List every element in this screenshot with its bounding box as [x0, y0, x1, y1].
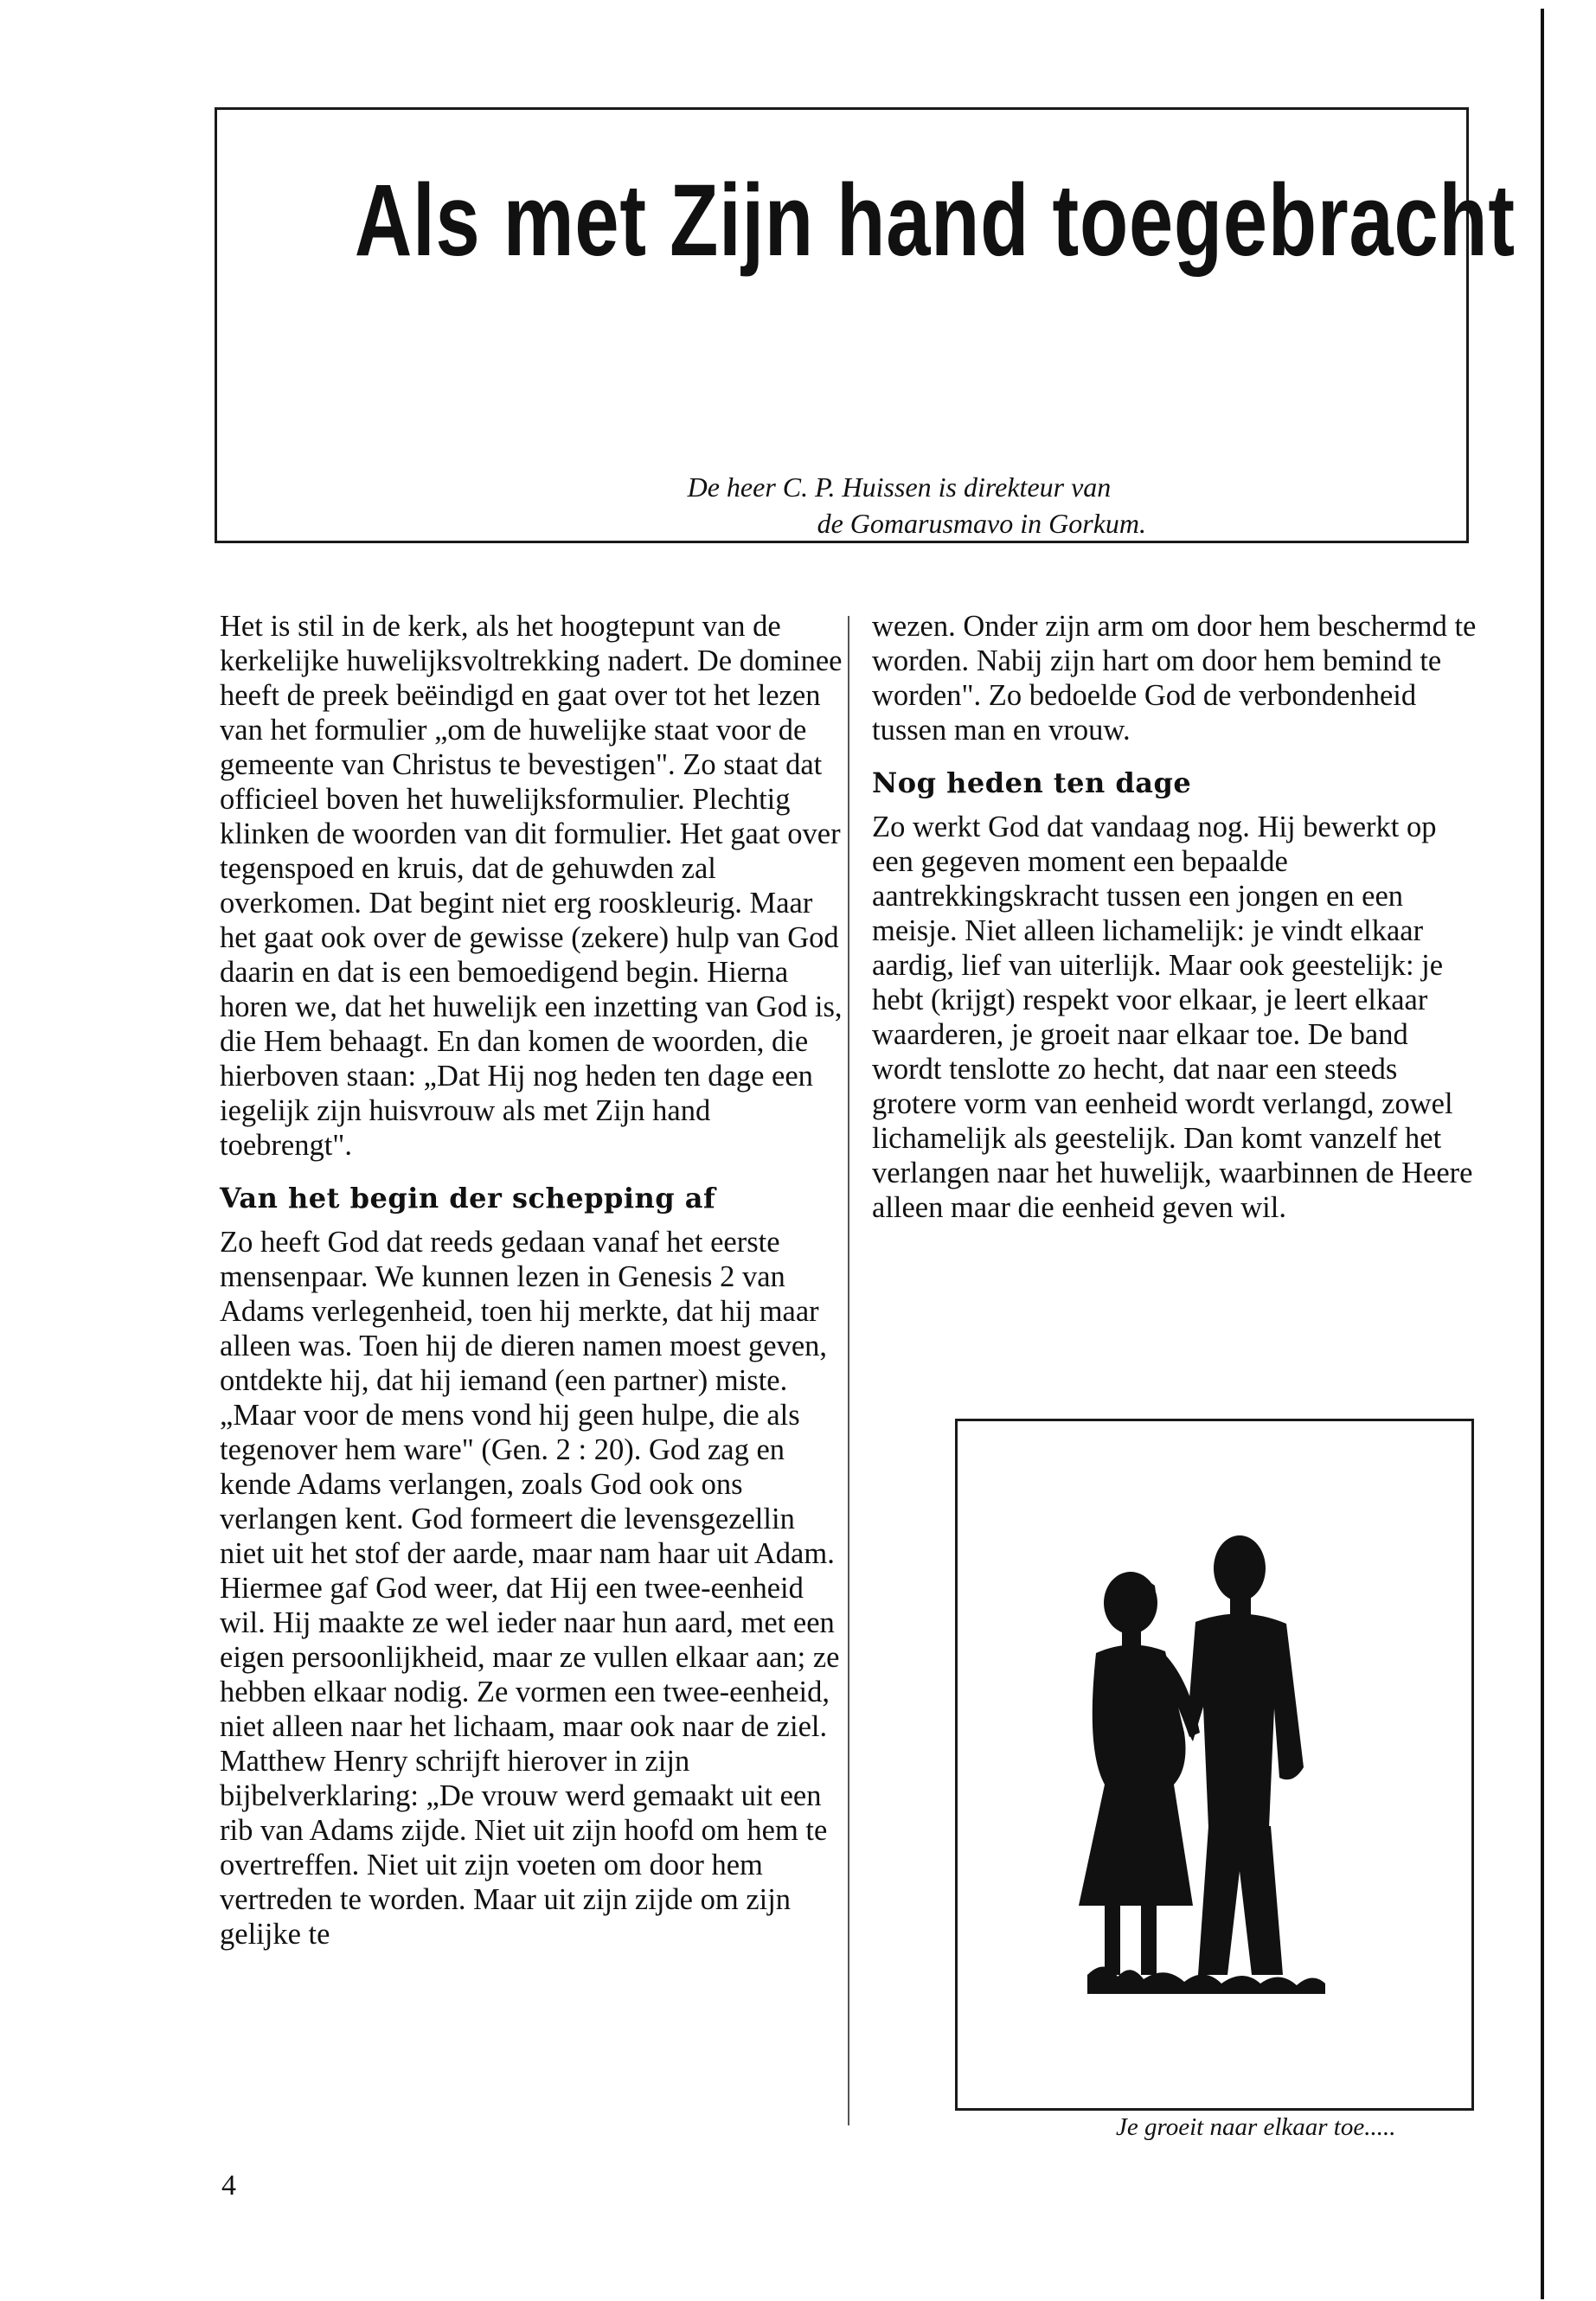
title-box — [215, 107, 1516, 543]
page-number: 4 — [221, 2170, 236, 2202]
section-heading-begin: Van het begin der schepping af — [220, 1182, 716, 1215]
page-edge-rule — [1541, 9, 1544, 2299]
section-body-today: Zo werkt God dat vandaag nog. Hij bewerkt op een gegeven moment een bepaalde aantrekkingskracht tussen een jongen en een meisje. Niet alleen lichamelijk: je vindt elkaar aardig, lief van uiterlijk. Maar ook geestelijk: je hebt (krijgt) respekt voor elkaar, je leert elkaar waarderen, je groeit naar elkaar toe. De band wordt tenslotte zo hecht, dat naar een steeds grotere vorm van eenheid wordt verlangd, zowel lichamelijk als geestelijk. Dan komt vanzelf het verlangen naar het huwelijk, waarbinnen de Heere alleen maar die eenheid geven wil. — [872, 811, 1473, 1224]
author-byline — [688, 469, 1146, 542]
section-heading-today: Nog heden ten dage — [872, 766, 1192, 799]
article-title: Als met Zijn hand toegebracht — [354, 163, 1516, 278]
continuation-paragraph: wezen. Onder zijn arm om door hem beschermd te worden. Nabij zijn hart om door hem bemind te worden". Zo bedoelde God de verbondenheid tussen man en vrouw. — [872, 610, 1477, 747]
byline-line-2: de Gomarusmavo in Gorkum. — [817, 508, 1146, 539]
column-divider — [848, 616, 849, 2125]
couple-silhouette-figure — [955, 1419, 1474, 2111]
couple-silhouette-icon — [958, 1421, 1471, 2108]
left-column — [220, 609, 843, 1952]
byline-line-1: De heer C. P. Huissen is direkteur van — [687, 471, 1112, 503]
section-body-begin: Zo heeft God dat reeds gedaan vanaf het eerste mensenpaar. We kunnen lezen in Genesis 2 van Adams verlegenheid, toen hij merkte, dat hij maar alleen was. Toen hij de dieren namen moest geven, ontdekte hij, dat hij iemand (een partner) miste. „Maar voor de mens vond hij geen hulpe, die als tegenover hem ware" (Gen. 2 : 20). God zag en kende Adams verlangen, zoals God ook ons verlangen kent. God formeert die levensgezellin niet uit het stof der aarde, maar nam haar uit Adam. Hiermee gaf God weer, dat Hij een twee-eenheid wil. Hij maakte ze wel ieder naar hun aard, met een eigen persoonlijkheid, maar ze vullen elkaar aan; ze hebben elkaar nodig. Ze vormen een twee-eenheid, niet alleen naar het lichaam, maar ook naar de ziel. Matthew Henry schrijft hierover in zijn bijbelverklaring: „De vrouw werd gemaakt uit een rib van Adams zijde. Niet uit zijn hoofd om hem te overtreffen. Niet uit zijn voeten om door hem vertreden te worden. Maar uit zijn zijde om zijn gelijke te — [220, 1226, 840, 1951]
figure-caption: Je groeit naar elkaar toe..... — [1116, 2113, 1396, 2141]
right-column — [872, 609, 1477, 1225]
intro-paragraph: Het is stil in de kerk, als het hoogtepunt van de kerkelijke huwelijksvoltrekking nadert. De dominee heeft de preek beëindigd en gaat over tot het lezen van het formulier „om de huwelijke staat voor de gemeente van Christus te bevestigen". Zo staat dat officieel boven het huwelijksformulier. Plechtig klinken de woorden van dit formulier. Het gaat over tegenspoed en kruis, dat de gehuwden zal overkomen. Dat begint niet erg rooskleurig. Maar het gaat ook over de gewisse (zekere) hulp van God daarin en dat is een bemoedigend begin. Hierna horen we, dat het huwelijk een inzetting van God is, die Hem behaagt. En dan komen de woorden, die hierboven staan: „Dat Hij nog heden ten dage een iegelijk zijn huisvrouw als met Zijn hand toebrengt". — [220, 610, 843, 1162]
